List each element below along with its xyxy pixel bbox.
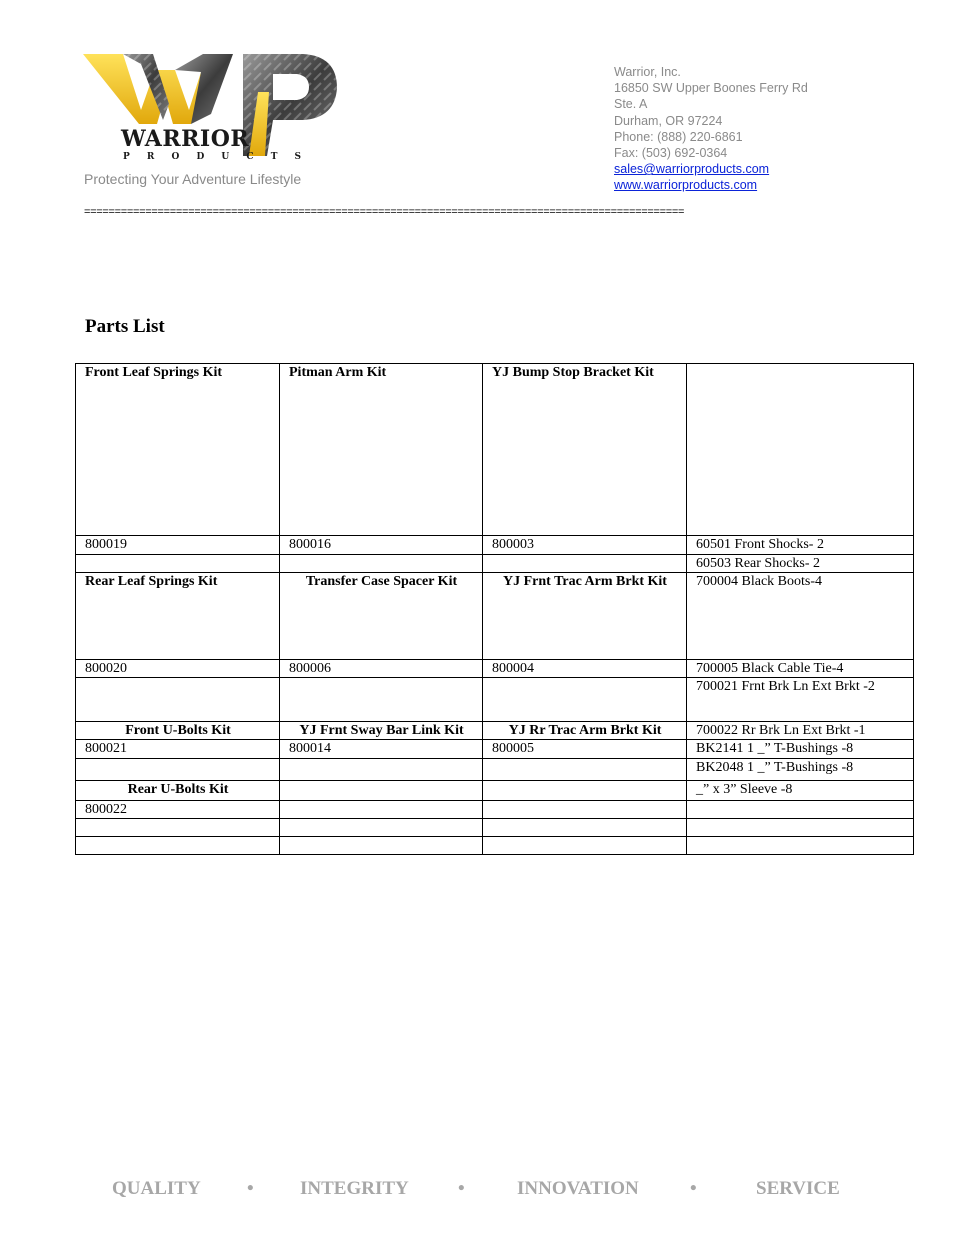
street-address: 16850 SW Upper Boones Ferry Rd <box>614 81 808 96</box>
fax: Fax: (503) 692-0364 <box>614 146 728 161</box>
table-row <box>76 722 914 740</box>
parts-table <box>75 363 914 855</box>
table-cell <box>280 837 483 855</box>
table-cell <box>76 837 280 855</box>
kit-title: Pitman Arm Kit <box>280 364 483 536</box>
part-item: 60503 Rear Shocks- 2 <box>687 555 914 573</box>
warrior-products-logo <box>83 52 339 164</box>
table-cell <box>76 759 280 781</box>
footer-separator: • <box>247 1178 254 1199</box>
kit-title: Rear Leaf Springs Kit <box>76 573 280 660</box>
kit-subtitle: Transfer Case Spacer Kit <box>280 573 483 660</box>
table-cell <box>687 801 914 819</box>
table-row <box>76 660 914 678</box>
part-number: 800016 <box>280 536 483 555</box>
part-item: 700005 Black Cable Tie-4 <box>687 660 914 678</box>
table-row <box>76 819 914 837</box>
part-item: 60501 Front Shocks- 2 <box>687 536 914 555</box>
header-divider: ================================================================================================== <box>84 206 685 218</box>
table-cell <box>76 555 280 573</box>
tagline: Protecting Your Adventure Lifestyle <box>84 171 302 187</box>
table-row <box>76 740 914 759</box>
kit-subtitle: Front U-Bolts Kit <box>76 722 280 740</box>
footer-values <box>112 1178 842 1202</box>
part-item: 700021 Frnt Brk Ln Ext Brkt -2 <box>687 678 914 722</box>
table-cell <box>483 555 687 573</box>
phone: Phone: (888) 220-6861 <box>614 129 743 144</box>
table-cell <box>483 819 687 837</box>
table-cell <box>280 781 483 801</box>
footer-separator: • <box>690 1178 697 1199</box>
part-number: 800014 <box>280 740 483 759</box>
table-cell <box>483 837 687 855</box>
part-number: 800005 <box>483 740 687 759</box>
table-row <box>76 759 914 781</box>
footer-item-integrity: INTEGRITY <box>300 1178 409 1199</box>
table-cell <box>280 759 483 781</box>
table-row <box>76 364 914 536</box>
footer-separator: • <box>458 1178 465 1199</box>
kit-subtitle: Rear U-Bolts Kit <box>76 781 280 801</box>
table-cell <box>687 364 914 536</box>
part-number: 800020 <box>76 660 280 678</box>
kit-subtitle: YJ Frnt Trac Arm Brkt Kit <box>483 573 687 660</box>
table-cell <box>76 819 280 837</box>
table-cell <box>483 801 687 819</box>
kit-subtitle: YJ Rr Trac Arm Brkt Kit <box>483 722 687 740</box>
table-row <box>76 555 914 573</box>
table-row <box>76 837 914 855</box>
part-number: 800019 <box>76 536 280 555</box>
table-cell <box>280 555 483 573</box>
company-address <box>614 64 808 194</box>
kit-subtitle: YJ Frnt Sway Bar Link Kit <box>280 722 483 740</box>
table-row <box>76 678 914 722</box>
footer-item-innovation: INNOVATION <box>517 1178 639 1199</box>
part-item: BK2141 1 _” T-Bushings -8 <box>687 740 914 759</box>
table-cell <box>483 678 687 722</box>
city-state-zip: Durham, OR 97224 <box>614 113 723 128</box>
table-cell <box>687 837 914 855</box>
footer-item-quality: QUALITY <box>112 1178 201 1199</box>
table-cell <box>687 819 914 837</box>
company-name: Warrior, Inc. <box>614 65 681 79</box>
part-number: 800006 <box>280 660 483 678</box>
part-number: 800022 <box>76 801 280 819</box>
table-cell <box>76 678 280 722</box>
logo-wordmark: WARRIOR <box>121 126 250 152</box>
kit-title: YJ Bump Stop Bracket Kit <box>483 364 687 536</box>
part-item: 700004 Black Boots-4 <box>687 573 914 660</box>
footer-item-service: SERVICE <box>756 1178 840 1199</box>
part-item: 700022 Rr Brk Ln Ext Brkt -1 <box>687 722 914 740</box>
table-cell <box>280 819 483 837</box>
part-number: 800004 <box>483 660 687 678</box>
kit-title: Front Leaf Springs Kit <box>76 364 280 536</box>
logo-subtext: P R O D U C T S <box>123 152 309 162</box>
table-cell <box>280 801 483 819</box>
table-cell <box>280 678 483 722</box>
website-link[interactable]: www.warriorproducts.com <box>614 178 758 193</box>
part-item: _” x 3” Sleeve -8 <box>687 781 914 801</box>
email-link[interactable]: sales@warriorproducts.com <box>614 162 770 177</box>
table-row <box>76 536 914 555</box>
section-title: Parts List <box>85 316 165 337</box>
table-cell <box>483 759 687 781</box>
table-row <box>76 573 914 660</box>
part-item: BK2048 1 _” T-Bushings -8 <box>687 759 914 781</box>
table-row <box>76 781 914 801</box>
table-cell <box>483 781 687 801</box>
part-number: 800003 <box>483 536 687 555</box>
suite: Ste. A <box>614 97 648 112</box>
table-row <box>76 801 914 819</box>
part-number: 800021 <box>76 740 280 759</box>
